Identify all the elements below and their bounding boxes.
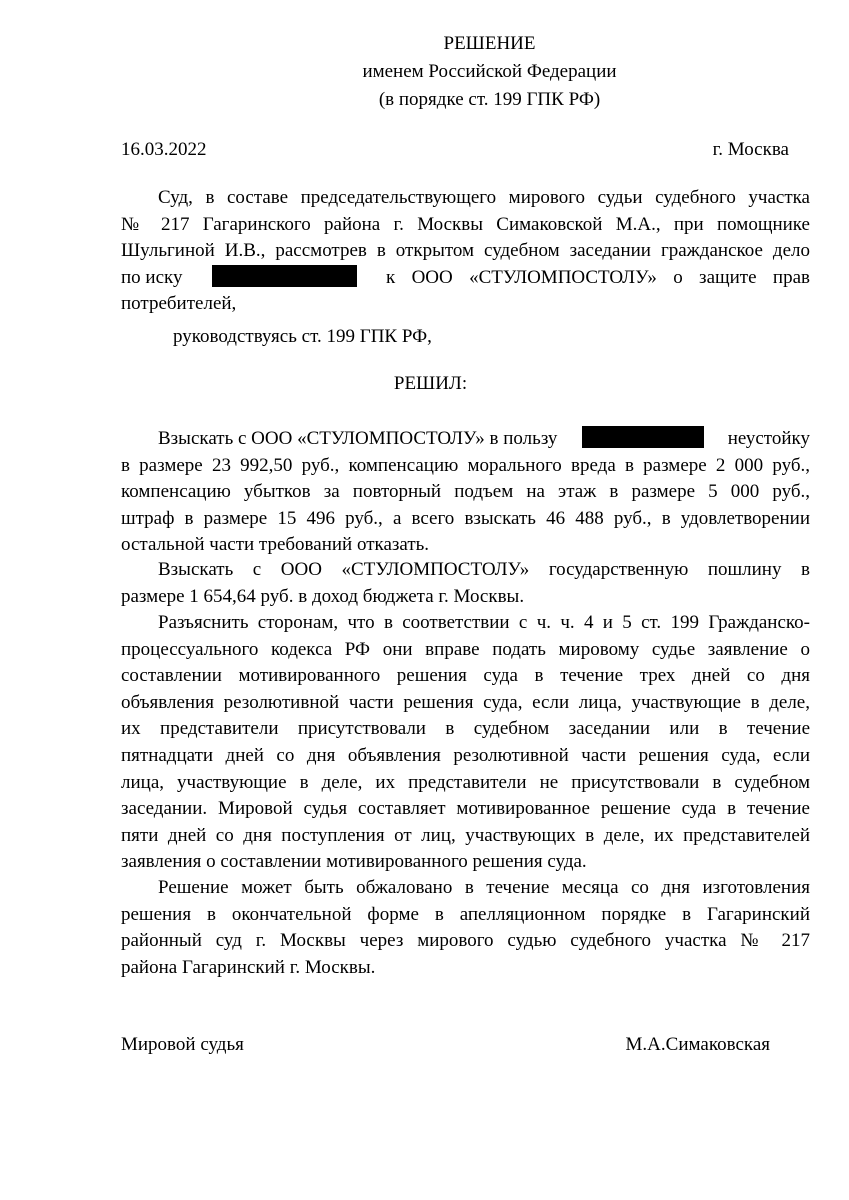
ruling-text: неустойку — [727, 428, 810, 449]
ruling-line: заседании. Мировой судья составляет мотивированное решение суда в течение — [121, 798, 810, 820]
guided-by-line: руководствуясь ст. 199 ГПК РФ, — [173, 326, 432, 347]
appeal-line: района Гагаринский г. Москвы. — [121, 956, 376, 978]
decided-heading: РЕШИЛ: — [393, 373, 468, 394]
ruling-line: составлении мотивированного решения суда в течение трех дней со дня — [121, 665, 810, 687]
document-title: РЕШЕНИЕ — [443, 33, 536, 54]
intro-text: по иску — [121, 266, 183, 288]
appeal-line: районный суд г. Москвы через мирового судью судебного участка № 217 — [121, 930, 810, 952]
decision-city: г. Москва — [712, 139, 789, 160]
ruling-paragraph-3 — [121, 610, 810, 876]
intro-text: к ООО «СТУЛОМПОСТОЛУ» о защите прав — [385, 266, 810, 288]
ruling-line: размере 1 654,64 руб. в доход бюджета г. Москвы. — [121, 585, 525, 607]
intro-paragraph — [121, 185, 810, 318]
ruling-line: их представители присутствовали в судебном заседании или в течение — [121, 718, 810, 740]
ruling-line: в размере 23 992,50 руб., компенсацию морального вреда в размере 2 000 руб., — [121, 454, 810, 476]
appeal-paragraph — [121, 875, 810, 981]
ruling-line: Взыскать с ООО «СТУЛОМПОСТОЛУ» государственную пошлину в — [158, 559, 810, 580]
appeal-line: решения в окончательной форме в апелляционном порядке в Гагаринский — [121, 903, 810, 925]
ruling-line: Разъяснить сторонам, что в соответствии с ч. ч. 4 и 5 ст. 199 Гражданско- — [158, 612, 810, 633]
intro-line: № 217 Гагаринского района г. Москвы Симаковской М.А., при помощнике — [121, 213, 810, 235]
ruling-line: объявления резолютивной части решения суда, если лица, участвующие в деле, — [121, 691, 810, 713]
judge-name: М.А.Симаковская — [625, 1034, 770, 1055]
document-subtitle: именем Российской Федерации — [362, 61, 617, 82]
document-procedure: (в порядке ст. 199 ГПК РФ) — [378, 89, 601, 110]
date-city-line — [121, 136, 789, 164]
decision-date: 16.03.2022 — [121, 139, 207, 160]
intro-line: Суд, в составе председательствующего мирового судьи судебного участка — [158, 187, 810, 208]
ruling-line: заявления о составлении мотивированного решения суда. — [121, 851, 587, 873]
redacted-plaintiff-name — [212, 265, 357, 287]
document-header — [0, 30, 849, 114]
ruling-line-with-redaction — [121, 426, 810, 453]
intro-line: потребителей, — [121, 293, 237, 315]
ruling-paragraph-2 — [121, 557, 810, 610]
intro-line: Шульгиной И.В., рассмотрев в открытом судебном заседании гражданское дело — [121, 240, 810, 262]
ruling-line: пятнадцати дней со дня объявления резолютивной части решения суда, если — [121, 744, 810, 766]
ruling-text: Взыскать с ООО «СТУЛОМПОСТОЛУ» в пользу — [158, 428, 558, 449]
ruling-line: компенсацию убытков за повторный подъем на этаж в размере 5 000 руб., — [121, 481, 810, 503]
ruling-line: пяти дней со дня поступления от лиц, участвующих в деле, их представителей — [121, 824, 810, 846]
intro-line-with-redaction — [121, 265, 810, 292]
appeal-line: Решение может быть обжаловано в течение месяца со дня изготовления — [158, 877, 810, 898]
judge-role: Мировой судья — [121, 1034, 244, 1055]
ruling-line: штраф в размере 15 496 руб., а всего взыскать 46 488 руб., в удовлетворении — [121, 507, 810, 529]
ruling-line: остальной части требований отказать. — [121, 534, 430, 556]
ruling-line: процессуального кодекса РФ они вправе подать мировому судье заявление о — [121, 638, 810, 660]
redacted-plaintiff-name — [582, 426, 704, 448]
signature-line — [121, 1031, 770, 1059]
ruling-paragraph-1 — [121, 426, 810, 559]
ruling-line: лица, участвующие в деле, их представители не присутствовали в судебном — [121, 771, 810, 793]
